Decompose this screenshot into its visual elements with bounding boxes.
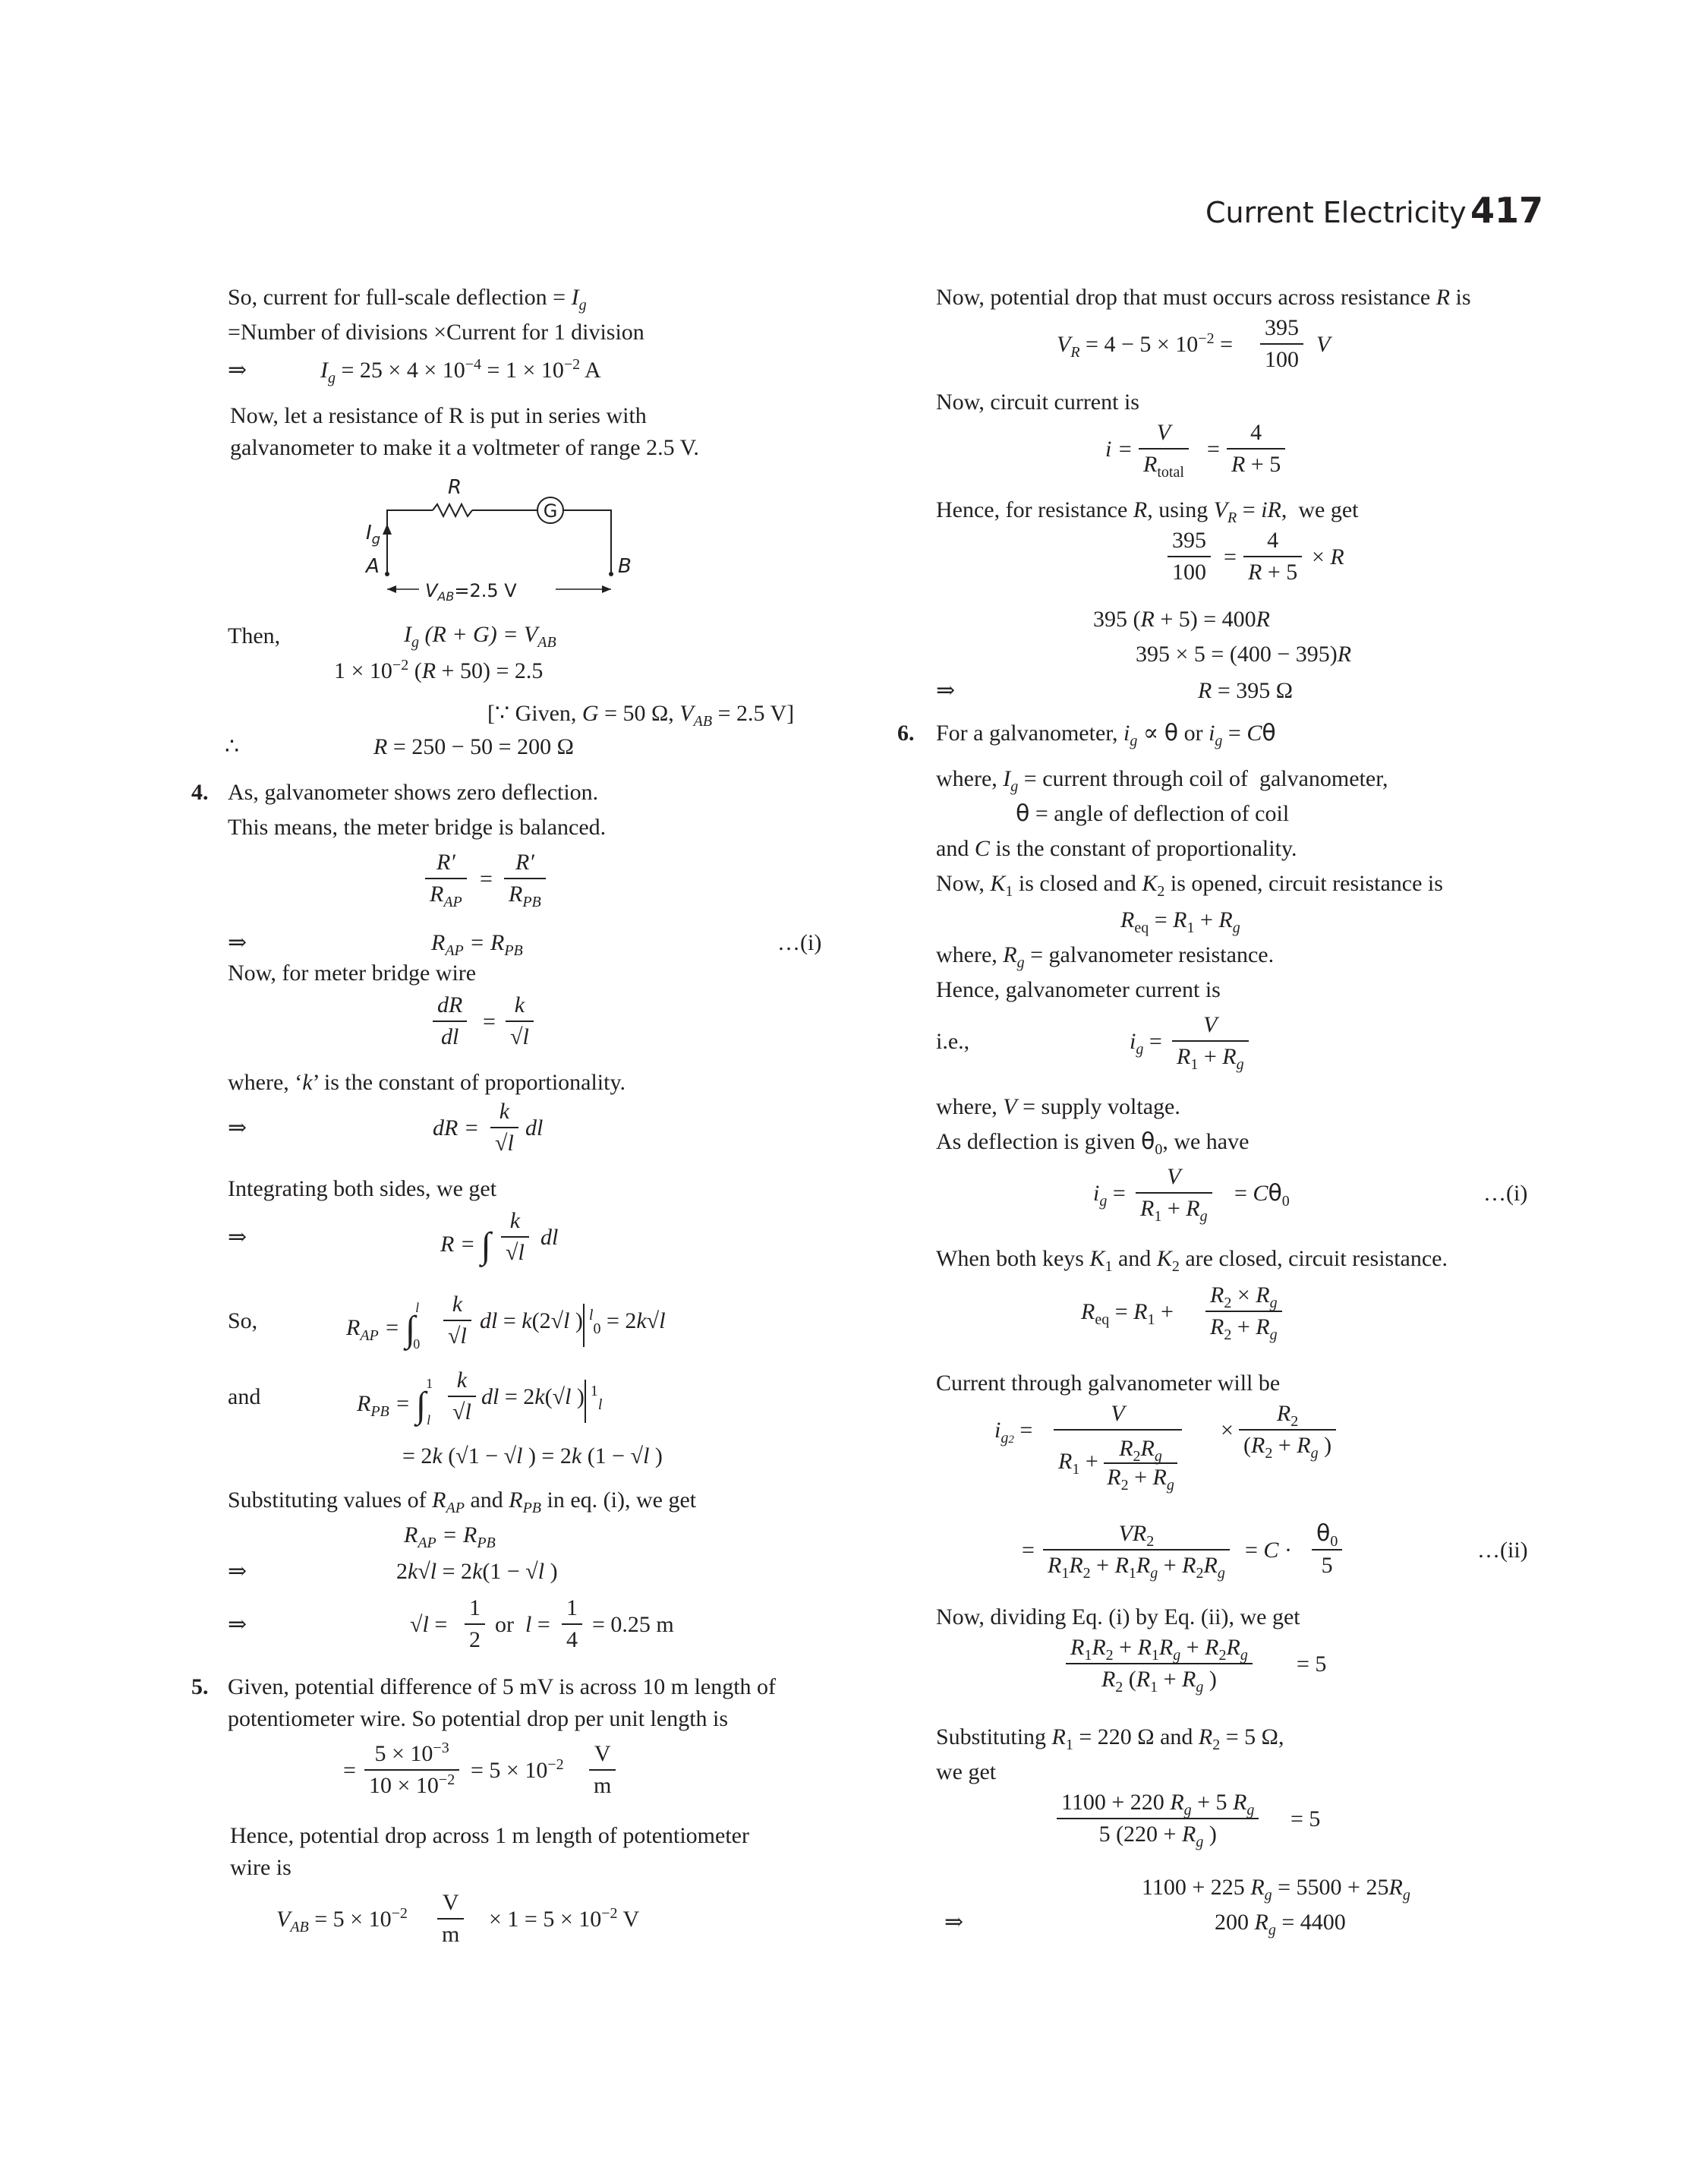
equals: = [1022, 1538, 1035, 1563]
arrow-symbol: ⇒ [228, 1559, 247, 1584]
arrow-symbol: ⇒ [228, 1612, 247, 1637]
equation: or l = [495, 1612, 550, 1637]
equals: = [483, 1009, 496, 1034]
fraction: R′ $R_{AP}$ [425, 849, 467, 908]
equation: dR = [433, 1115, 480, 1140]
fraction: $\frac{1}{4}$ [562, 1595, 582, 1654]
equation: × [1221, 1418, 1234, 1443]
fraction: $\frac{R_2}{(R_2 + R_g )}$ [1239, 1400, 1336, 1459]
circuit-wire [387, 510, 433, 574]
equation: × R [1312, 544, 1344, 569]
text-line: θ = angle of deflection of coil [1016, 800, 1290, 827]
fraction: $\frac{dR}{dl}$ [433, 992, 467, 1051]
text-line: where, V = supply voltage. [936, 1094, 1180, 1119]
fraction: $\frac{V}{m}$ [589, 1740, 616, 1800]
text-line: Current through galvanometer will be [936, 1371, 1281, 1396]
text-line: Hence, galvanometer current is [936, 977, 1221, 1002]
equation: × $1 = 5 \times 10^{-2}$ V [489, 1905, 640, 1932]
text-line: where, ‘k’ is the constant of proportionality. [228, 1070, 626, 1095]
arrow-symbol: ⇒ [944, 1910, 964, 1935]
question-number: 5. [191, 1674, 209, 1699]
text-line: galvanometer to make it a voltmeter of range 2.5 V. [230, 435, 699, 460]
circuit-diagram [349, 477, 638, 606]
equation: dl [525, 1115, 544, 1140]
equals: = [480, 866, 493, 891]
fraction: $\frac{1}{2}$ [465, 1595, 485, 1654]
equation-tag: …(ii) [1477, 1538, 1528, 1563]
equation: $R_{AP} = \int^l_0$ [346, 1300, 421, 1352]
text-line: Now, potential drop that must occurs across resistance R is [936, 285, 1471, 310]
text-line: wire is [230, 1855, 291, 1880]
text-line: we get [936, 1759, 997, 1784]
equals: = [1207, 437, 1220, 462]
equation: $R_{eq} = R_1$ + [1081, 1299, 1174, 1328]
text-line: For a galvanometer, $i_g \propto \theta$ or $i_g = C\theta$ [936, 720, 1276, 749]
equation: $V_{AB} = 5 \times 10^{-2}$ [276, 1905, 408, 1935]
equation: $i_g$ = [1130, 1029, 1162, 1058]
equation: = 2k (√1 − √l ) = 2k (1 − √l ) [402, 1443, 663, 1468]
text-line: This means, the meter bridge is balanced. [228, 815, 607, 840]
equation: $i_g$ = [1093, 1181, 1126, 1210]
equation: $R_{PB} = \int^1_l$ [357, 1376, 433, 1427]
text-line: Now, circuit current is [936, 390, 1139, 415]
equation: 200 $R_g = 4400$ [1215, 1910, 1346, 1939]
fraction: $\frac{395}{100}$ [1168, 527, 1211, 586]
fraction: $\frac{R_1R_2 + R_1R_g + R_2R_g}{R_2 (R_1 + R_g )}$ [1066, 1634, 1253, 1693]
terminal-a [385, 572, 389, 576]
question-number: 4. [191, 780, 209, 805]
equation: dl = 2k(√l ) $^1_l$ [481, 1383, 602, 1411]
equation: $1 \times 10^{-2}$ (R + 50) = 2.5 [334, 657, 544, 683]
equation: 2k√l = 2k(1 − √l ) [396, 1559, 558, 1584]
equation: R = 250 − 50 = 200 Ω [373, 734, 574, 759]
circuit-wire [563, 510, 611, 574]
ie-label: i.e., [936, 1029, 970, 1054]
fraction: $\frac{k}{√l}$ [448, 1367, 476, 1426]
equals: = [343, 1758, 356, 1783]
terminal-a-label: A [366, 555, 380, 578]
text-line: Substituting values of $R_{AP}$ and $R_{PB}$ in eq. (i), we get [228, 1487, 697, 1516]
equation: √l = [410, 1612, 448, 1637]
equation: = $5 \times 10^{-2}$ [471, 1756, 564, 1783]
equation: $R_{AP} = R_{PB}$ [404, 1522, 496, 1551]
equation: R = ∫ [440, 1226, 491, 1266]
question-number: 6. [897, 721, 915, 746]
therefore-symbol: ∴ [225, 734, 240, 759]
fraction: $\frac{R_2 \times R_g}{R_2 + R_g}$ [1205, 1282, 1282, 1341]
text-line: and C is the constant of proportionality. [936, 836, 1297, 861]
arrow-symbol: ⇒ [228, 1115, 247, 1140]
current-label: $I_g$ [366, 522, 381, 547]
equation: R = 395 Ω [1198, 678, 1294, 703]
voltage-label: $V_{AB}=2.5$ V [425, 580, 517, 604]
equation: 395 (R + 5) = 400R [1093, 607, 1270, 632]
current-arrowhead [383, 524, 392, 535]
terminal-b-label: B [618, 555, 632, 578]
fraction: $\frac{k}{√l}$ [490, 1098, 518, 1157]
fraction: $\frac{V}{R_1 + R_g}$ [1172, 1011, 1249, 1071]
page-number: 417 [1470, 190, 1544, 231]
equation: = $C\theta_0$ [1234, 1180, 1290, 1210]
equation: V [1316, 332, 1331, 357]
fraction: $\frac{\theta_0}{5}$ [1312, 1520, 1342, 1579]
text-line: As, galvanometer shows zero deflection. [228, 780, 599, 805]
and-label: and [228, 1384, 261, 1409]
text-line: where, $I_g$ = current through coil of galvanometer, [936, 766, 1388, 795]
equation: $I_g = 25 \times 4 \times 10^{-4} = 1 \times 10^{-2}$ A [320, 356, 601, 386]
chapter-title: Current Electricity [1205, 196, 1467, 229]
fraction: $\frac{1100 + 220 R_g + 5 R_g}{5 (220 + R_g )}$ [1057, 1789, 1259, 1848]
equation: i = [1105, 437, 1133, 462]
fraction: $\frac{4}{R + 5}$ [1243, 527, 1302, 586]
text-line: So, current for full-scale deflection = $I_g$ [228, 285, 587, 314]
text-line: Now, for meter bridge wire [228, 961, 477, 986]
text-line: Substituting $R_1 = 220$ Ω and $R_2 = 5$ Ω, [936, 1724, 1284, 1753]
equation: 395 × 5 = (400 − 395)R [1136, 642, 1352, 667]
arrow-symbol: ⇒ [228, 930, 247, 955]
fraction: $\frac{395}{100}$ [1260, 314, 1303, 374]
equation: $R_{eq} = R_1 + R_g$ [1120, 907, 1240, 936]
equation: $R_{AP} = R_{PB}$ [431, 930, 523, 959]
equation: dl = k(2√l ) $^l_0$ = 2k√l [480, 1308, 666, 1335]
given-note: [∵ Given, G = 50 Ω, $V_{AB} = 2.5$ V] [487, 701, 795, 730]
text-line: Hence, for resistance R, using $V_R$ = iR, we get [936, 497, 1359, 526]
fraction: $\frac{VR_2}{R_1R_2 + R_1R_g + R_2R_g}$ [1043, 1520, 1230, 1579]
fraction: $\frac{5 \times 10^{-3}}{10 \times 10^{-2}}$ [364, 1740, 459, 1800]
text-line: potentiometer wire. So potential drop per unit length is [228, 1706, 729, 1731]
equation: = 5 [1297, 1651, 1327, 1677]
so-label: So, [228, 1308, 258, 1333]
text-line: As deflection is given $\theta_0$, we have [936, 1128, 1249, 1158]
equation: = 5 [1290, 1806, 1321, 1831]
equation-tag: …(i) [1483, 1181, 1528, 1206]
text-line: Hence, potential drop across 1 m length of potentiometer [230, 1823, 749, 1848]
text-line: Now, $K_1$ is closed and $K_2$ is opened, circuit resistance is [936, 871, 1443, 900]
equation: = C · [1245, 1538, 1292, 1563]
text-line: Integrating both sides, we get [228, 1176, 497, 1201]
text-line: Given, potential difference of 5 mV is across 10 m length of [228, 1674, 777, 1699]
text-line: where, $R_g$ = galvanometer resistance. [936, 942, 1275, 971]
then-label: Then, [228, 623, 281, 648]
text-line: Now, let a resistance of R is put in series with [230, 403, 647, 428]
fraction: V $R_{total}$ [1139, 419, 1189, 478]
resistor-label: R [448, 477, 462, 499]
galvanometer-label: G [543, 500, 558, 522]
equation-tag: …(i) [777, 930, 822, 955]
equation: 1100 + 225 $R_g = 5500 + 25R_g$ [1142, 1875, 1410, 1904]
fraction: $\frac{k}{√l}$ [506, 992, 534, 1051]
fraction: $\frac{V}{m}$ [437, 1889, 464, 1948]
text-line: Now, dividing Eq. (i) by Eq. (ii), we get [936, 1604, 1300, 1629]
arrow-symbol: ⇒ [936, 678, 956, 703]
equation: $i_{g2}$ = [994, 1418, 1033, 1446]
equation: $I_g$ $(R + G) = V_{AB}$ [404, 622, 556, 651]
fraction: $\frac{V}{R_1 + R_g}$ [1136, 1163, 1212, 1222]
fraction: R′ $R_{PB}$ [504, 849, 546, 908]
text-line: =Number of divisions ×Current for 1 division [228, 320, 644, 345]
fraction: $\frac{4}{R + 5}$ [1227, 419, 1285, 478]
terminal-b [609, 572, 613, 576]
fraction: V $R_1$ + $\frac{R_2R_g}{R_2 + R_g}$ [1054, 1400, 1182, 1491]
equation: dl [540, 1225, 559, 1250]
equation: = 0.25 m [592, 1612, 674, 1637]
equation: $V_R = 4 - 5 \times 10^{-2}$ = [1057, 330, 1234, 361]
resistor-symbol [433, 504, 472, 516]
fraction: $\frac{k}{√l}$ [501, 1207, 529, 1267]
equals: = [1224, 544, 1237, 569]
text-line: When both keys $K_1$ and $K_2$ are closed, circuit resistance. [936, 1246, 1448, 1275]
fraction: $\frac{k}{√l}$ [443, 1291, 471, 1350]
arrow-symbol: ⇒ [228, 1225, 247, 1250]
arrow-symbol: ⇒ [228, 358, 247, 383]
